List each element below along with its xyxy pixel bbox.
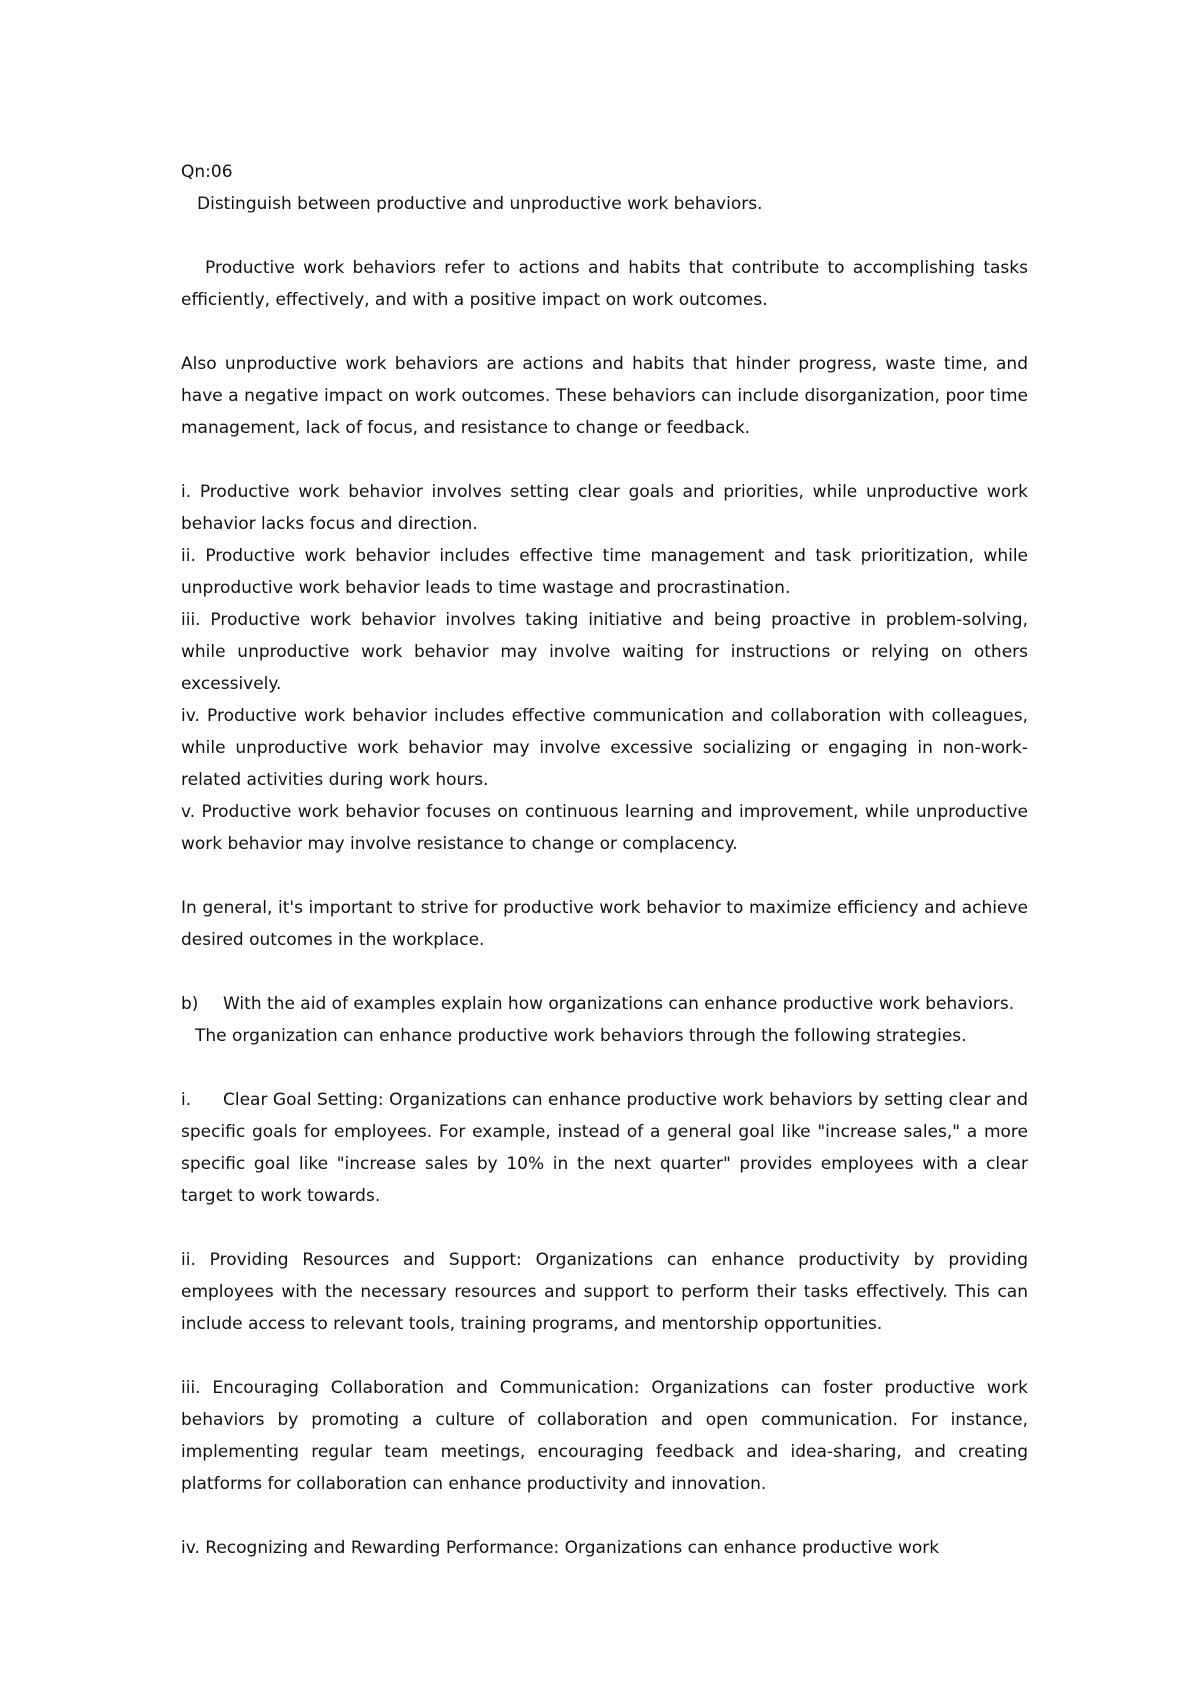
difference-item: iii. Productive work behavior involves taking initiative and being proactive in problem-solving, while unproductive work behavior may involve waiting for instructions or relying on others excessively. <box>181 610 1028 694</box>
strategy-label: i. <box>181 1090 192 1110</box>
question-b-text: With the aid of examples explain how organizations can enhance productive work behaviors. <box>223 994 1015 1014</box>
question-a: Distinguish between productive and unproductive work behaviors. <box>197 194 763 214</box>
strategy-item <box>181 1084 1028 1212</box>
difference-item: i. Productive work behavior involves setting clear goals and priorities, while unproductive work behavior lacks focus and direction. <box>181 482 1028 534</box>
difference-item: v. Productive work behavior focuses on continuous learning and improvement, while unproductive work behavior may involve resistance to change or complacency. <box>181 802 1028 854</box>
strategy-item: iv. Recognizing and Rewarding Performance: Organizations can enhance productive work <box>181 1538 940 1558</box>
answer-intro: Productive work behaviors refer to actions and habits that contribute to accomplishing tasks efficiently, effectively, and with a positive impact on work outcomes. <box>181 258 1028 310</box>
question-number: Qn:06 <box>181 162 233 182</box>
difference-item: iv. Productive work behavior includes effective communication and collaboration with colleagues, while unproductive work behavior may involve excessive socializing or engaging in non-work-related activities during work hours. <box>181 706 1028 790</box>
question-b-label: b) <box>181 994 199 1014</box>
question-b <box>181 988 1028 1020</box>
strategy-text: Clear Goal Setting: Organizations can enhance productive work behaviors by setting clear and specific goals for employees. For example, instead of a general goal like "increase sales," a more specific goal like "increase sales by 10% in the next quarter" provides employees with a clear target to work towards. <box>181 1090 1028 1206</box>
strategy-item: iii. Encouraging Collaboration and Communication: Organizations can foster productive work behaviors by promoting a culture of collaboration and open communication. For instance, implementing regular team meetings, encouraging feedback and idea-sharing, and creating platforms for collaboration can enhance productivity and innovation. <box>181 1378 1028 1494</box>
conclusion: In general, it's important to strive for productive work behavior to maximize efficiency and achieve desired outcomes in the workplace. <box>181 898 1028 950</box>
difference-item: ii. Productive work behavior includes effective time management and task prioritization, while unproductive work behavior leads to time wastage and procrastination. <box>181 546 1028 598</box>
document-body <box>181 156 1028 1564</box>
strategy-item: ii. Providing Resources and Support: Organizations can enhance productivity by providing employees with the necessary resources and support to perform their tasks effectively. This can include access to relevant tools, training programs, and mentorship opportunities. <box>181 1250 1028 1334</box>
answer-b-intro: The organization can enhance productive work behaviors through the following strategies. <box>195 1026 967 1046</box>
answer-unproductive: Also unproductive work behaviors are actions and habits that hinder progress, waste time, and have a negative impact on work outcomes. These behaviors can include disorganization, poor time management, lack of focus, and resistance to change or feedback. <box>181 354 1028 438</box>
differences-list <box>181 476 1028 860</box>
